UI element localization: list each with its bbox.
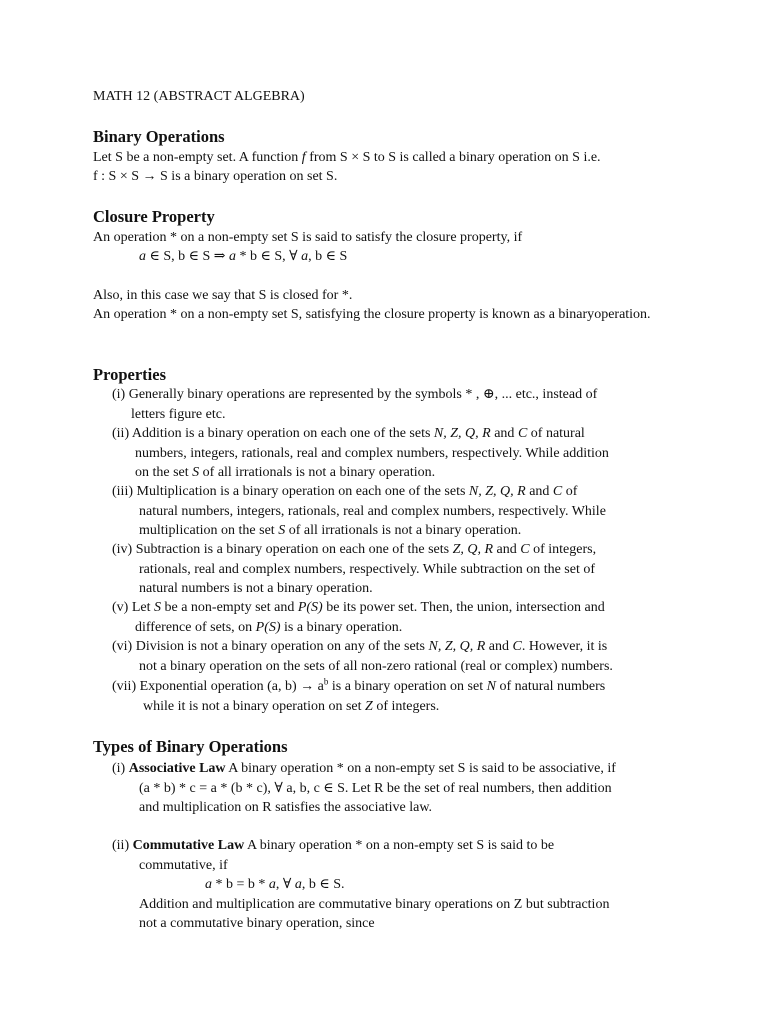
closure-def-line: An operation * on a non-empty set S is said to satisfy the closure property, if [93, 230, 523, 245]
property-item-3: (iii) Multiplication is a binary operation on each one of the sets N, Z, Q, R and C of natural numbers, integers, rationals, real and complex numbers, respectively. While multiplication on the set S of all irrationals is not a binary operation. [112, 484, 606, 538]
commutative-formula: a * b = b * a, ∀ a, b ∈ S. [205, 877, 345, 892]
binary-operations-heading: Binary Operations [93, 127, 225, 146]
closure-binary-def: An operation * on a non-empty set S, satisfying the closure property is known as a binaryoperation. [93, 307, 651, 322]
property-item-5: (v) Let S be a non-empty set and P(S) be its power set. Then, the union, intersection and difference of sets, on P(S) is a binary operation. [112, 600, 605, 635]
commutative-law-item: (ii) Commutative Law A binary operation * on a non-empty set S is said to be commutative, if a * b = b * a, ∀ a, b ∈ S. Addition and multiplication are commutative binary operations on Z but subtraction not a commutative binary operation, since [112, 836, 672, 934]
closure-formula: a ∈ S, b ∈ S ⇒ a * b ∈ S, ∀ a, b ∈ S [139, 249, 348, 264]
property-item-7: (vii) Exponential operation (a, $b) \to a^b$ is a binary operation on set N of natural numbers while it is not a binary operation on set Z of integers. [112, 676, 606, 714]
binary-operations-def-line1: Let S be a non-empty set. A function f from S × S to S is called a binary operation on S i.e. [93, 150, 601, 165]
associative-law-item: (i) Associative Law A binary operation * on a non-empty set S is said to be associative, if (a * b) * c = a * (b * c), ∀ a, b, c ∈ S. Let R be the set of real numbers, then addition and multiplication on R satisfies the associative law. [112, 761, 616, 815]
property-item-6: (vi) Division is not a binary operation on any of the sets N, Z, Q, R and C. However, it is not a binary operation on the sets of all non-zero rational (real or complex) numbers. [112, 639, 613, 674]
closure-property-heading: Closure Property [93, 207, 215, 226]
types-heading: Types of Binary Operations [93, 737, 288, 756]
course-title: MATH 12 (ABSTRACT ALGEBRA) [93, 89, 305, 104]
property-item-1: (i) Generally binary operations are represented by the symbols * , ⊕, ... etc., instead of letters figure etc. [112, 387, 598, 422]
properties-heading: Properties [93, 365, 167, 384]
property-item-4: (iv) Subtraction is a binary operation on each one of the sets Z, Q, R and C of integers, rationals, real and complex numbers, respectively. While subtraction on the set of natural numbers is not a binary operation. [112, 542, 597, 596]
property-item-2: (ii) Addition is a binary operation on each one of the sets N, Z, Q, R and C of natural numbers, integers, rationals, real and complex numbers, respectively. While addition on the set S of all irrationals is not a binary operation. [112, 426, 609, 480]
closure-also-line: Also, in this case we say that S is closed for *. [93, 288, 353, 303]
binary-operations-def-line2: f : S × S → S is a binary operation on set S. [93, 169, 338, 184]
